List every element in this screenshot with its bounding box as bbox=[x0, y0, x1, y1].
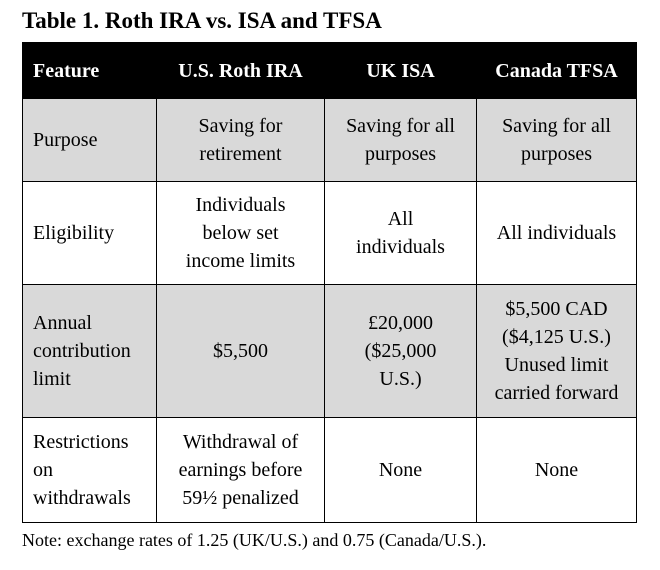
cell-line: Saving for bbox=[198, 115, 283, 137]
header-us-roth-ira: U.S. Roth IRA bbox=[157, 43, 325, 99]
cell-line: purposes bbox=[364, 143, 437, 165]
cell-line: ($4,125 U.S.) bbox=[502, 326, 611, 348]
feature-cell bbox=[23, 285, 157, 418]
header-canada-tfsa: Canada TFSA bbox=[477, 43, 637, 99]
cell-line: on bbox=[33, 459, 53, 481]
us-roth-ira-cell bbox=[157, 418, 325, 523]
cell-line: carried forward bbox=[494, 382, 619, 404]
cell-line: £20,000 bbox=[368, 312, 433, 334]
cell-line: ($25,000 bbox=[364, 340, 437, 362]
cell-line: individuals bbox=[356, 236, 445, 258]
table-row-purpose bbox=[23, 99, 637, 182]
cell-line: Eligibility bbox=[33, 222, 115, 244]
feature-cell bbox=[23, 99, 157, 182]
cell-line: Withdrawal of bbox=[182, 431, 299, 453]
cell-line: $5,500 CAD bbox=[505, 298, 608, 320]
table-row-annual-contribution-limit bbox=[23, 285, 637, 418]
us-roth-ira-cell bbox=[157, 99, 325, 182]
uk-isa-cell bbox=[325, 285, 477, 418]
cell-line: Unused limit bbox=[504, 354, 609, 376]
cell-line: purposes bbox=[520, 143, 593, 165]
table-header-row bbox=[23, 43, 637, 99]
cell-line: retirement bbox=[199, 143, 282, 165]
cell-line: contribution bbox=[33, 340, 131, 362]
cell-line: Annual bbox=[33, 312, 92, 334]
header-uk-isa: UK ISA bbox=[325, 43, 477, 99]
header-feature: Feature bbox=[23, 43, 157, 99]
canada-tfsa-cell bbox=[477, 285, 637, 418]
canada-tfsa-cell bbox=[477, 99, 637, 182]
table-title: Table 1. Roth IRA vs. ISA and TFSA bbox=[22, 8, 382, 33]
cell-line: Individuals bbox=[195, 194, 286, 216]
uk-isa-cell bbox=[325, 418, 477, 523]
cell-line: Purpose bbox=[33, 129, 98, 151]
feature-cell bbox=[23, 182, 157, 285]
cell-line: $5,500 bbox=[213, 340, 268, 362]
cell-line: income limits bbox=[185, 250, 296, 272]
cell-line: Saving for all bbox=[502, 115, 611, 137]
cell-line: All bbox=[387, 208, 414, 230]
cell-line: All individuals bbox=[496, 222, 617, 244]
cell-line: None bbox=[534, 459, 579, 481]
cell-line: U.S.) bbox=[379, 368, 422, 390]
cell-line: None bbox=[378, 459, 423, 481]
cell-line: Saving for all bbox=[346, 115, 455, 137]
canada-tfsa-cell bbox=[477, 418, 637, 523]
us-roth-ira-cell bbox=[157, 182, 325, 285]
canada-tfsa-cell bbox=[477, 182, 637, 285]
table-row-restrictions-on-withdrawals bbox=[23, 418, 637, 523]
uk-isa-cell bbox=[325, 99, 477, 182]
feature-cell bbox=[23, 418, 157, 523]
table-row-eligibility bbox=[23, 182, 637, 285]
cell-line: withdrawals bbox=[33, 487, 131, 509]
uk-isa-cell bbox=[325, 182, 477, 285]
us-roth-ira-cell bbox=[157, 285, 325, 418]
cell-line: below set bbox=[202, 222, 279, 244]
cell-line: 59½ penalized bbox=[182, 487, 299, 509]
comparison-table bbox=[22, 42, 637, 523]
table-note: Note: exchange rates of 1.25 (UK/U.S.) and 0.75 (Canada/U.S.). bbox=[22, 530, 487, 550]
cell-line: Restrictions bbox=[33, 431, 129, 453]
cell-line: limit bbox=[33, 368, 71, 390]
cell-line: earnings before bbox=[178, 459, 303, 481]
